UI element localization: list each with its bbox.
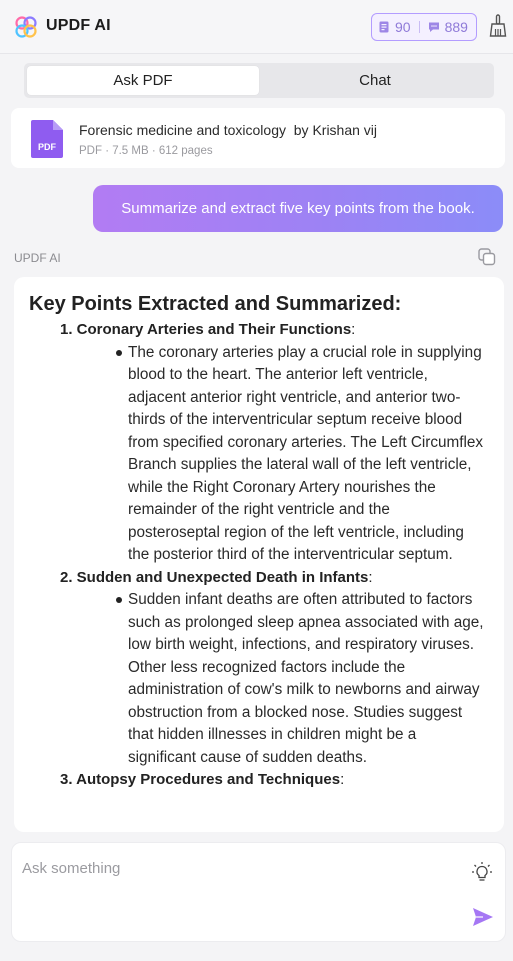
app-title: UPDF AI — [46, 17, 111, 34]
pdf-file-card[interactable] — [11, 108, 505, 168]
response-heading: Key Points Extracted and Summarized: — [29, 293, 402, 315]
key-point-bullet: Sudden infant deaths are often attributed to factors such as prolonged sleep apnea associated with age, low birth weight, infections, and respiratory viruses. Other less recognized factors include the administration of cow's milk to newborns and airway obstruction from a blocked nose. Studies suggest that hidden illnesses in children might be a significant cause of sudden deaths. — [128, 589, 484, 769]
ask-input-box — [11, 842, 506, 942]
usage-quota-badge[interactable] — [371, 13, 477, 41]
key-point-title-text: 2. Sudden and Unexpected Death in Infants — [60, 568, 369, 586]
docs-quota-count: 90 — [395, 19, 411, 35]
copy-icon[interactable] — [478, 248, 496, 266]
key-point-bullet: The coronary arteries play a crucial role in supplying blood to the heart. The anterior left ventricle, adjacent anterior right ventricle, and anterior two-thirds of the interventricular septum receive blood from specified coronary arteries. The Left Circumflex Branch supplies the lateral wall of the left ventricle, while the Right Coronary Artery nourishes the remainder of the right ventricle and the posteroseptal region of the left ventricle, including the posterior third of the interventricular septum. — [128, 342, 484, 567]
ask-input[interactable] — [22, 856, 452, 880]
quota-divider — [419, 21, 420, 33]
ai-sender-label: UPDF AI — [14, 251, 61, 265]
broom-icon[interactable] — [489, 14, 507, 38]
tab-ask-pdf[interactable]: Ask PDF — [27, 66, 259, 95]
document-icon — [378, 21, 390, 33]
chat-icon — [428, 21, 440, 33]
key-point-title — [60, 319, 484, 342]
chat-quota-count: 889 — [444, 19, 468, 35]
tab-chat[interactable]: Chat — [359, 72, 391, 89]
key-point-colon: : — [368, 568, 373, 586]
user-message-bubble: Summarize and extract five key points from the book. — [93, 185, 503, 232]
key-point-title-text: 1. Coronary Arteries and Their Functions — [60, 321, 352, 338]
file-meta: PDF · 7.5 MB · 612 pages — [79, 145, 213, 157]
key-point-colon: : — [340, 771, 345, 788]
file-title: Forensic medicine and toxicology by Krishan vij — [79, 122, 378, 138]
key-point-title — [60, 769, 484, 792]
ai-response-card — [14, 277, 504, 832]
key-point-title-text: 3. Autopsy Procedures and Techniques — [60, 771, 341, 788]
pdf-icon-label: PDF — [38, 142, 56, 152]
lightbulb-icon[interactable] — [471, 861, 493, 883]
key-point-title — [60, 567, 484, 590]
header — [0, 0, 513, 54]
updf-logo-icon — [14, 15, 38, 39]
mode-tabs — [24, 63, 494, 98]
pdf-file-icon — [31, 120, 63, 158]
key-point-colon: : — [351, 321, 356, 338]
send-icon[interactable] — [472, 907, 494, 927]
